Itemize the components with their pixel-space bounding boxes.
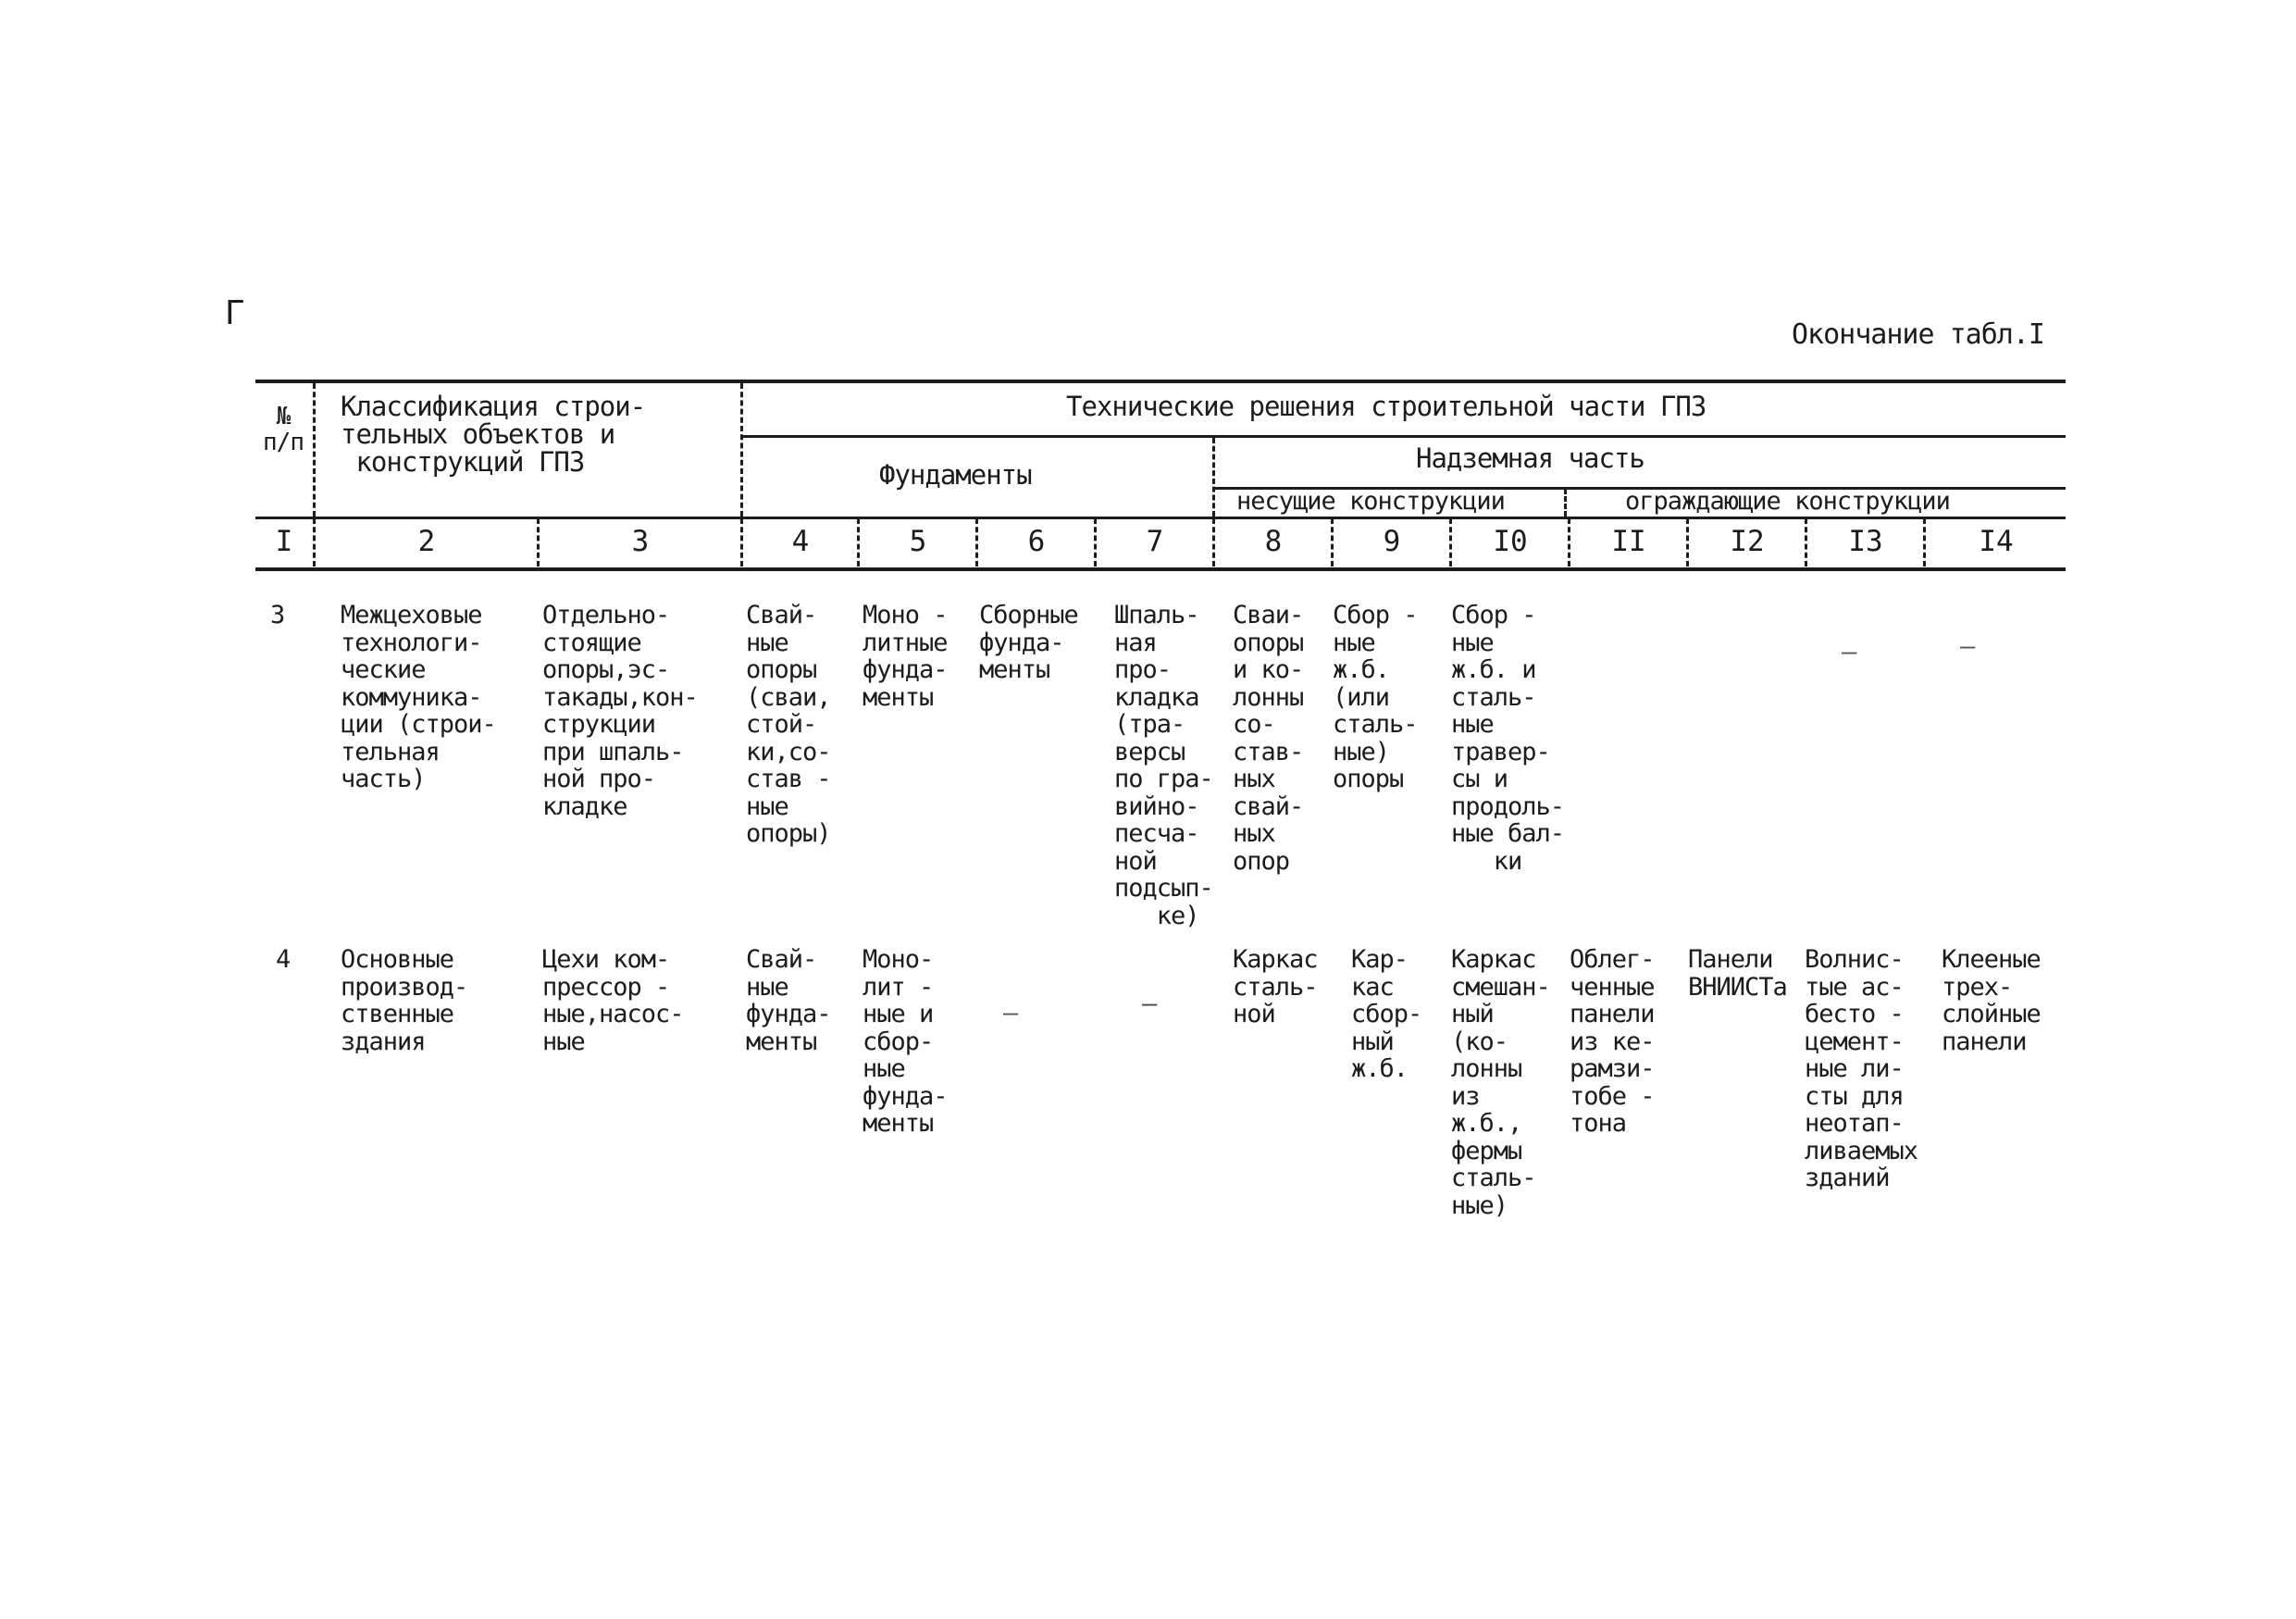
header-classification: Классификация строи- тельных объектов и конструкций ГПЗ [341, 391, 646, 478]
bearing-cell: Сваи- опоры и ко- лонны со- став- ных свай- ных опор [1233, 601, 1304, 876]
column-number: 4 [791, 525, 810, 558]
enclosing-cell: Облег- ченные панели из ке- рамзи- тобе - тона [1570, 945, 1655, 1138]
column-divider [1212, 518, 1215, 567]
column-numbers-bottom-rule [255, 567, 2066, 571]
bearing-cell: Кар- кас сбор- ный ж.б. [1351, 945, 1422, 1083]
column-number: I [275, 525, 293, 558]
foundation-cell: Сборные фунда- менты [979, 601, 1078, 684]
enclosing-cell: Клееные трех- слойные панели [1942, 945, 2041, 1056]
header-tech-solutions: Технические решения строительной части ГПЗ [1066, 391, 1706, 422]
construction-cell: Отдельно- стоящие опоры,эс- такады,кон- струкции при шпаль- ной про- кладке [542, 601, 698, 821]
continuation-note: Окончание табл.I [1792, 318, 2044, 351]
bearing-cell: Каркас сталь- ной [1233, 945, 1318, 1028]
column-divider [975, 518, 978, 567]
column-divider [1331, 518, 1334, 567]
column-number: 8 [1264, 525, 1283, 558]
header-row-number: № п/п [263, 403, 304, 456]
column-divider [857, 518, 860, 567]
column-number: II [1611, 525, 1646, 558]
construction-cell: Цехи ком- прессор - ные,насос- ные [542, 945, 684, 1056]
column-number: 7 [1146, 525, 1164, 558]
column-number: 2 [417, 525, 436, 558]
column-divider [1686, 518, 1689, 567]
object-class-cell: Межцеховые технологи- ческие коммуника- ции (строи- тельная часть) [341, 601, 496, 793]
enclosing-cell: Панели ВНИИСТа [1688, 945, 1787, 1002]
bearing-cell: Сбор - ные ж.б. (или сталь- ные) опоры [1333, 601, 1418, 793]
column-divider [313, 518, 316, 567]
column-number: I2 [1730, 525, 1765, 558]
foundation-cell: Шпаль- ная про- кладка (тра- версы по гра- вийно- песча- ной подсып- ке) [1114, 601, 1213, 930]
foundation-cell: Моно - литные фунда- менты [863, 601, 948, 712]
column-divider [1449, 518, 1452, 567]
object-class-cell: Основные производ- ственные здания [341, 945, 468, 1056]
foundation-cell: Свай- ные опоры (сваи, стой- ки,со- став - ные опоры) [746, 601, 831, 848]
enclosing-cell: Волнис- тые ас- бесто - цемент- ные ли- сты для неотап- ливаемых зданий [1805, 945, 1918, 1192]
column-divider [537, 518, 540, 567]
tech-solutions-rule [743, 435, 2066, 438]
header-enclosing-structures: ограждающие конструкции [1625, 487, 1950, 516]
column-divider [1568, 518, 1570, 567]
header-divider [1212, 438, 1215, 517]
bearing-cell: Каркас смешан- ный (ко- лонны из ж.б., фермы сталь- ные) [1451, 945, 1550, 1220]
foundation-cell: — [1142, 990, 1157, 1018]
row-number: 3 [270, 601, 285, 629]
column-number: 5 [909, 525, 927, 558]
header-above-ground: Надземная часть [1416, 442, 1644, 474]
column-number: 3 [631, 525, 650, 558]
corner-mark: Г [225, 294, 245, 332]
enclosing-cell: — [1842, 638, 1856, 666]
header-divider [313, 383, 316, 517]
column-number: I0 [1493, 525, 1528, 558]
header-foundations: Фундаменты [879, 459, 1032, 491]
foundation-cell: Свай- ные фунда- менты [746, 945, 831, 1056]
table-top-rule [255, 380, 2066, 383]
foundation-cell: Моно- лит - ные и сбор- ные фунда- менты [863, 945, 948, 1138]
column-numbers-top-rule [255, 517, 2066, 519]
header-bearing-structures: несущие конструкции [1236, 487, 1505, 516]
enclosing-cell: — [1960, 632, 1975, 661]
column-number: I4 [1979, 525, 2014, 558]
column-divider [1805, 518, 1807, 567]
row-number: 4 [276, 945, 291, 974]
column-number: I3 [1848, 525, 1883, 558]
bearing-cell: Сбор - ные ж.б. и сталь- ные травер- сы и продоль- ные бал- ки [1451, 601, 1565, 876]
foundation-cell: — [1003, 999, 1018, 1027]
header-divider [740, 383, 743, 517]
column-number: 6 [1027, 525, 1046, 558]
column-number: 9 [1383, 525, 1401, 558]
column-divider [1094, 518, 1097, 567]
column-divider [1923, 518, 1926, 567]
header-divider [1564, 489, 1567, 517]
column-divider [740, 518, 743, 567]
